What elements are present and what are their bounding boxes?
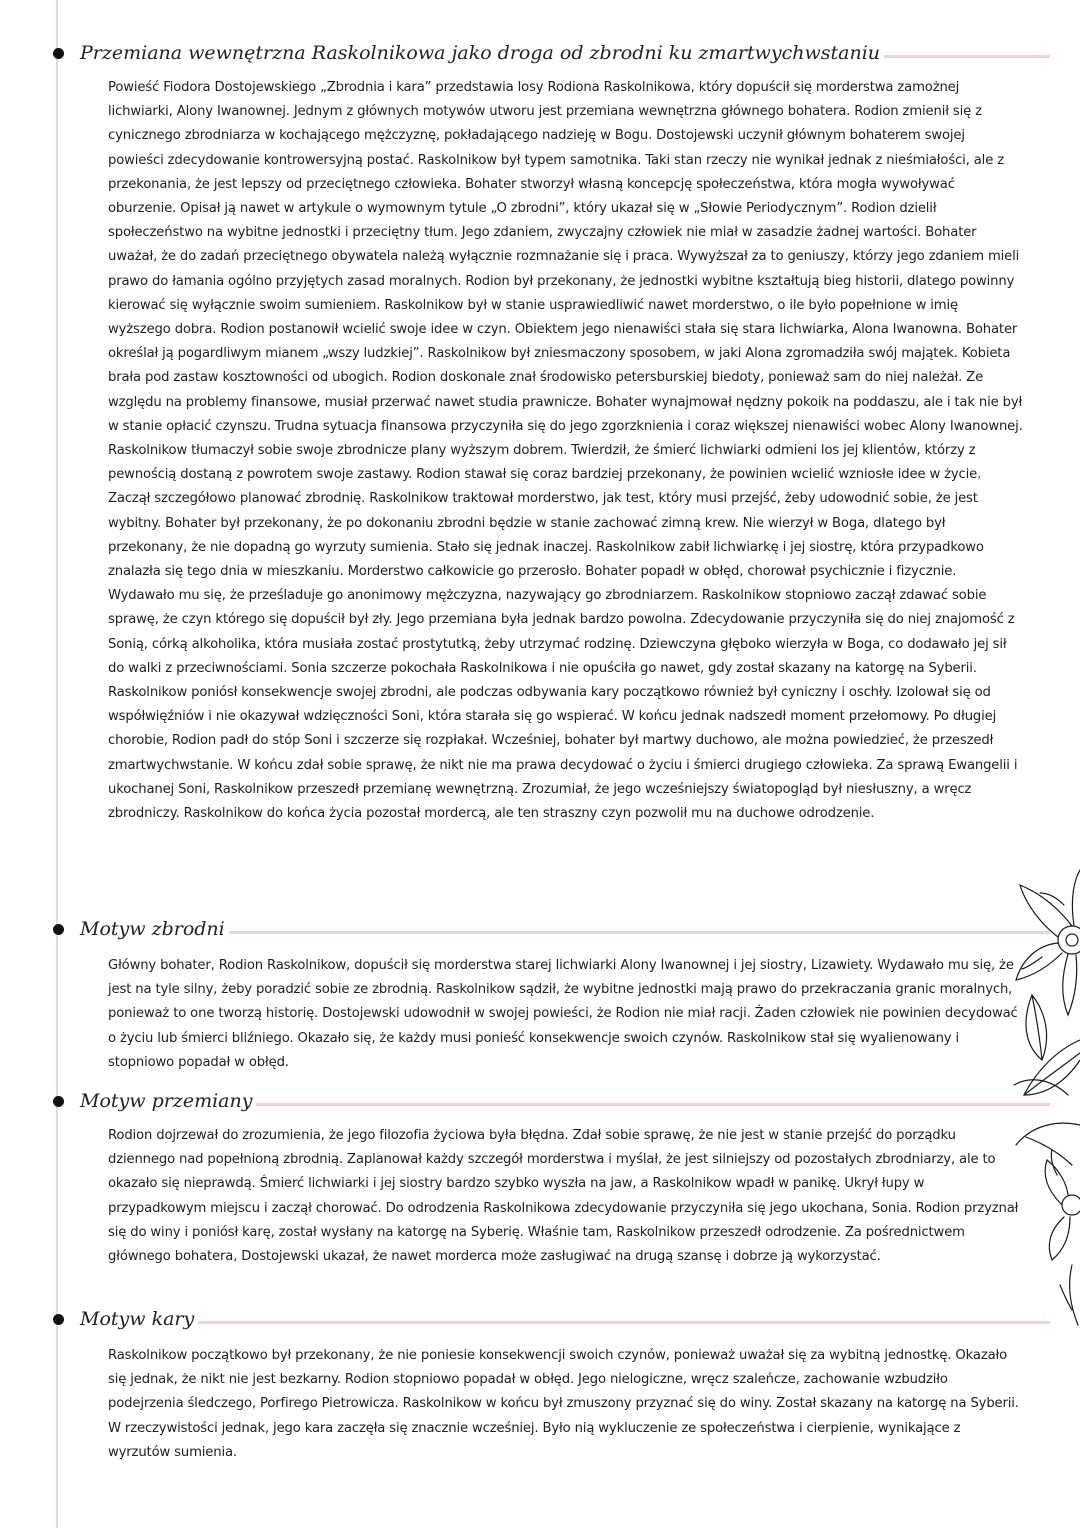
section-heading-row [0, 914, 1080, 944]
section-heading: Motyw przemiany [80, 1086, 256, 1116]
section-motyw-przemiany [0, 1086, 1080, 1265]
section-motyw-zbrodni [0, 914, 1080, 1070]
bullet-icon [53, 1314, 64, 1325]
section-body: Główny bohater, Rodion Raskolnikow, dopuścił się morderstwa starej lichwiarki Alony Iwanownej i jej siostry, Lizawiety. Wydawało mu się, że jest na tyle silny, żeby poradzić sobie ze zbrodnią. Raskolnikow sądził, że wybitne jednostki mają prawo do przekraczania granic moralnych, ponieważ to one tworzą historię. Dostojewski udowodnił w swojej powieści, że Rodion nie miał racji. Żaden człowiek nie powinien decydować o życiu lub śmierci bliźniego. Okazało się, że każdy musi ponieść konsekwencje swoich czynów. Raskolnikow stał się wyalienowany i stopniowo popadał w obłęd. [108, 958, 1018, 1070]
section-heading: Motyw zbrodni [80, 914, 229, 944]
section-heading-row [0, 1086, 1080, 1116]
section-body: Powieść Fiodora Dostojewskiego „Zbrodnia i kara” przedstawia losy Rodiona Raskolnikowa, który dopuścił się morderstwa zamożnej lichwiarki, Alony Iwanownej. Jednym z głównych motywów utworu jest przemiana wewnętrzna głównego bohatera. Rodion zmienił się z cynicznego zbrodniarza w kochającego mężczyznę, pokładającego nadzieję w Bogu. Dostojewski uczynił głównym bohaterem swojej powieści zdecydowanie kontrowersyjną postać. Raskolnikow był typem samotnika. Taki stan rzeczy nie wynikał jednak z nieśmiałości, ale z przekonania, że jest lepszy od przeciętnego człowieka. Bohater stworzył własną koncepcję społeczeństwa, która mogła wywoływać oburzenie. Opisał ją nawet w artykule o wymownym tytule „O zbrodni”, który ukazał się w „Słowie Periodycznym”. Rodion dzielił społeczeństwo na wybitne jednostki i przeciętny tłum. Jego zdaniem, zwyczajny człowiek nie miał w zasadzie żadnej wartości. Bohater uważał, że do zadań przeciętnego obywatela należą wyłącznie rozmnażanie się i praca. Wywyższał za to geniuszy, którzy jego zdaniem mieli prawo do łamania ogólno przyjętych zasad moralnych. Rodion był przekonany, że jednostki wybitne kształtują bieg historii, dlatego powinny kierować się wyłącznie swoim sumieniem. Raskolnikow był w stanie usprawiedliwić nawet morderstwo, o ile było popełnione w imię wyższego dobra. Rodion postanowił wcielić swoje idee w czyn. Obiektem jego nienawiści stała się stara lichwiarka, Alona Iwanowna. Bohater określał ją pogardliwym mianem „wszy ludzkiej”. Raskolnikow był zniesmaczony sposobem, w jaki Alona zgromadziła swój majątek. Kobieta brała pod zastaw kosztowności od ubogich. Rodion doskonale znał środowisko petersburskiej biedoty, ponieważ sam do niej należał. Ze względu na problemy finansowe, musiał przerwać nawet studia prawnicze. Bohater wynajmował nędzny pokoik na poddaszu, ale i tak nie był w stanie opłacić czynszu. Trudna sytuacja finansowa przyczyniła się do jego zgorzknienia i coraz większej nienawiści wobec Alony Iwanownej. Raskolnikow tłumaczył sobie swoje zbrodnicze plany wyższym dobrem. Twierdził, że śmierć lichwiarki odmieni los jej klientów, którzy z pewnością dostaną z powrotem swoje zastawy. Rodion stawał się coraz bardziej przekonany, że powinien wcielić wzniosłe idee w życie. Zaczął szczegółowo planować zbrodnię. Raskolnikow traktował morderstwo, jak test, który musi przejść, żeby udowodnić sobie, że jest wybitny. Bohater był przekonany, że po dokonaniu zbrodni będzie w stanie zachować zimną krew. Nie wierzył w Boga, dlatego był przekonany, że nie dopadną go wyrzuty sumienia. Stało się jednak inaczej. Raskolnikow zabił lichwiarkę i jej siostrę, która przypadkowo znalazła się tego dnia w mieszkaniu. Morderstwo całkowicie go przerosło. Bohater popadł w obłęd, chorował psychicznie i fizycznie. Wydawało mu się, że prześladuje go anonimowy mężczyzna, nazywający go zbrodniarzem. Raskolnikow stopniowo zaczął zdawać sobie sprawę, że czyn którego się dopuścił był zły. Jego przemiana była jednak bardzo powolna. Zdecydowanie przyczyniła się do niej znajomość z Sonią, córką alkoholika, która musiała zostać prostytutką, żeby utrzymać rodzinę. Dziewczyna głęboko wierzyła w Boga, co dodawało jej sił do walki z przeciwnościami. Sonia szczerze pokochała Raskolnikowa i nie opuściła go nawet, gdy został skazany na katorgę na Syberii. Raskolnikow poniósł konsekwencje swojej zbrodni, ale podczas odbywania kary początkowo również był cyniczny i oschły. Izolował się od współwięźniów i nie okazywał wdzięczności Soni, która starała się go wspierać. W końcu jednak nadszedł moment przełomowy. Po długiej chorobie, Rodion padł do stóp Soni i szczerze się rozpłakał. Wcześniej, bohater był martwy duchowo, ale można powiedzieć, że przeszedł zmartwychwstanie. W końcu zdał sobie sprawę, że nikt nie ma prawa decydować o życiu i śmierci drugiego człowieka. Za sprawą Ewangelii i ukochanej Soni, Raskolnikow przeszedł przemianę wewnętrzną. Zrozumiał, że jego wcześniejszy światopogląd był niesłuszny, a wręcz zbrodniczy. Raskolnikow do końca życia pozostał mordercą, ale ten straszny czyn pozwolił mu na duchowe odrodzenie. [108, 80, 1023, 822]
section-heading: Motyw kary [80, 1304, 198, 1334]
section-motyw-kary [0, 1304, 1080, 1460]
section-przemiana-wewnetrzna [0, 38, 1080, 822]
bullet-icon [53, 48, 64, 59]
heading-rule [80, 1321, 1050, 1324]
section-heading: Przemiana wewnętrzna Raskolnikowa jako droga od zbrodni ku zmartwychwstaniu [80, 38, 884, 68]
section-heading-row [0, 1304, 1080, 1334]
section-body: Rodion dojrzewał do zrozumienia, że jego filozofia życiowa była błędna. Zdał sobie sprawę, że nie jest w stanie przejść do porządku dziennego nad popełnioną zbrodnią. Zaplanował każdy szczegół morderstwa i myślał, że jest silniejszy od pozostałych zbrodniarzy, ale to okazało się nieprawdą. Śmierć lichwiarki i jej siostry bardzo szybko wyszła na jaw, a Raskolnikow wpadł w panikę. Ukrył łupy w przypadkowym miejscu i zaczął chorować. Do odrodzenia Raskolnikowa zdecydowanie przyczyniła się jego ukochana, Sonia. Rodion przyznał się do winy i poniósł karę, został wysłany na katorgę na Syberię. Właśnie tam, Raskolnikow przeszedł odrodzenie. Za pośrednictwem głównego bohatera, Dostojewski ukazał, że nawet morderca może zasługiwać na drugą szansę i dobrze ją wykorzystać. [108, 1128, 1019, 1265]
bullet-icon [53, 924, 64, 935]
bullet-icon [53, 1096, 64, 1107]
section-heading-row [0, 38, 1080, 68]
margin-line [56, 0, 58, 1528]
section-body: Raskolnikow początkowo był przekonany, że nie poniesie konsekwencji swoich czynów, ponieważ uważał się za wybitną jednostkę. Okazało się jednak, że nikt nie jest bezkarny. Rodion stopniowo popadał w obłęd. Jego nielogiczne, wręcz szaleńcze, zachowanie wzbudziło podejrzenia śledczego, Porfirego Pietrowicza. Raskolnikow w końcu był zmuszony przyznać się do winy. Został skazany na katorgę na Syberii. W rzeczywistości jednak, jego kara zaczęła się znacznie wcześniej. Było nią wykluczenie ze społeczeństwa i cierpienie, wynikające z wyrzutów sumienia. [108, 1348, 1019, 1460]
